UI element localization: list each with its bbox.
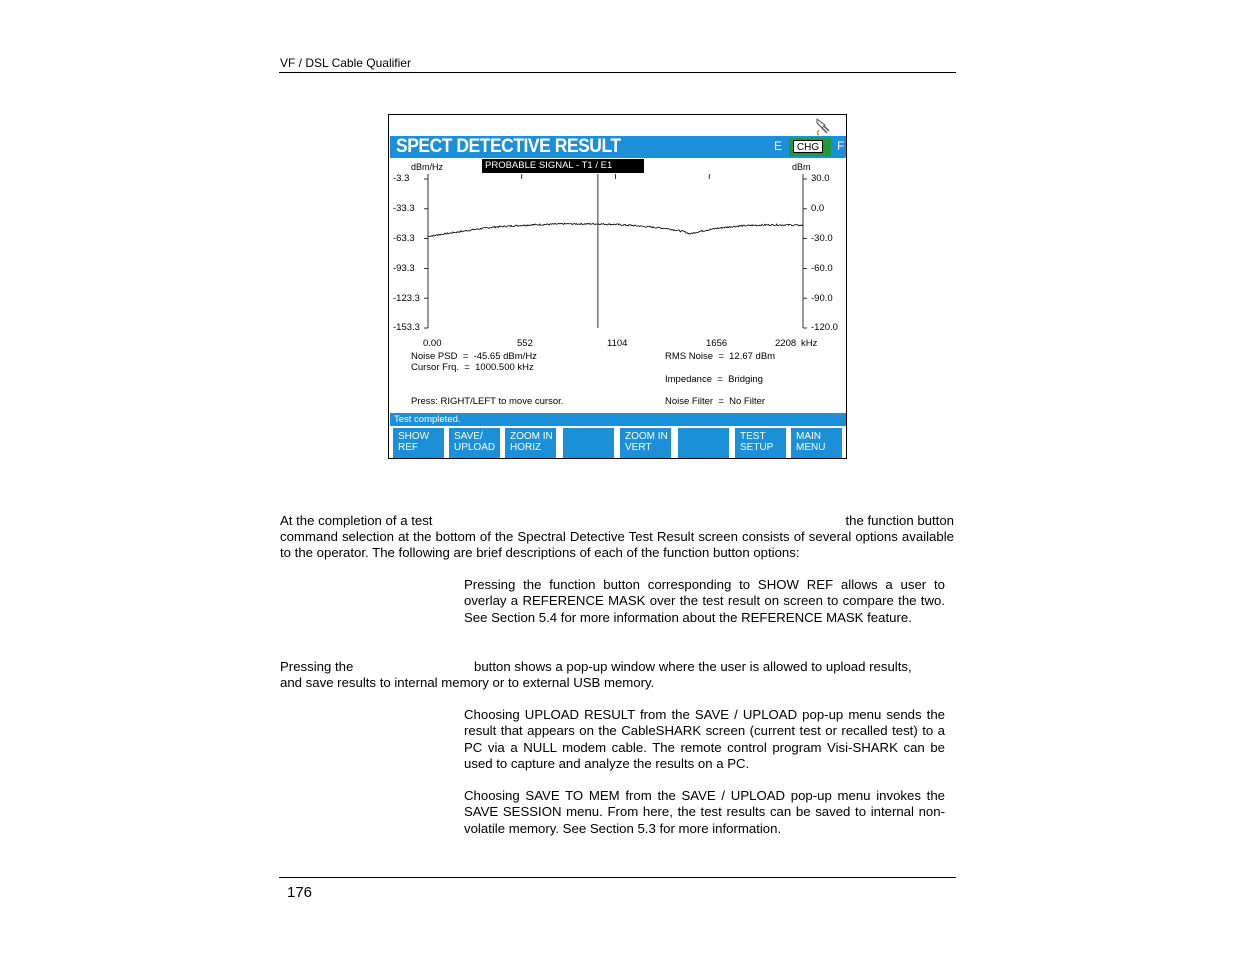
y-right-tick: -90.0 [811,293,833,304]
e-indicator: E [774,139,783,153]
save-to-mem-description: Choosing SAVE TO MEM from the SAVE / UPLOAD pop-up menu invokes the SAVE SESSION menu. From here, the test results can be saved to internal non-volatile memory. See Section 5.3 for more information. [464,788,945,836]
header-rule [279,72,956,73]
chg-label: CHG [793,140,823,153]
y-left-tick: -63.3 [393,233,415,244]
page-number: 176 [287,884,313,901]
test-setup-button[interactable]: TEST SETUP [735,428,786,458]
y-left-tick: -33.3 [393,203,415,214]
y-right-tick: -30.0 [811,233,833,244]
impedance-readout: Impedance = Bridging [665,374,763,385]
y-left-tick: -93.3 [393,263,415,274]
y-right-tick: -120.0 [811,322,838,333]
blank-function-button[interactable] [678,428,729,458]
y-left-tick: -153.3 [393,322,420,333]
right-axis-unit: dBm [792,162,811,172]
upload-result-description: Choosing UPLOAD RESULT from the SAVE / UPLOAD pop-up menu sends the result that appears on the CableSHARK screen (current test or recalled test) to a PC via a NULL modem cable. The remote control program Visi-SHARK can be used to capture and analyze the results on a PC. [464,707,945,771]
noise-trace [428,223,803,237]
instrument-screen [388,114,847,459]
x-tick: 2208 [775,338,797,349]
save-upload-button[interactable]: SAVE/ UPLOAD [449,428,500,458]
paragraph-1-start: At the completion of a test [280,513,433,528]
rms-noise-readout: RMS Noise = 12.67 dBm [665,351,776,362]
blank-function-button[interactable] [563,428,614,458]
y-left-tick: -3.3 [393,173,410,184]
screen-title: SPECT DETECTIVE RESULT [396,136,621,157]
x-tick: 1656 [706,338,728,349]
paragraph-3-start: Pressing the [280,659,354,674]
status-bar: Test completed. [390,413,846,426]
paragraph-3-rest: and save results to internal memory or to external USB memory. [280,675,655,690]
paragraph-1-rest: command selection at the bottom of the Spectral Detective Test Result screen consists of several options available to the operator. The following are brief descriptions of each of the function button options: [280,529,954,561]
x-axis-unit: kHz [801,338,818,349]
noise-psd-readout: Noise PSD = -45.65 dBm/Hz [411,351,537,362]
x-tick: 552 [517,338,533,349]
x-tick: 0.00 [423,338,442,349]
zoom-in-horiz-button[interactable]: ZOOM IN HORIZ [505,428,556,458]
probable-signal-banner: PROBABLE SIGNAL - T1 / E1 [482,159,644,173]
y-right-tick: 30.0 [811,173,830,184]
footer-rule [279,877,956,878]
paragraph-3-mid: button shows a pop-up window where the user is allowed to upload results, [474,659,912,674]
main-menu-button[interactable]: MAIN MENU [791,428,842,458]
zoom-in-vert-button[interactable]: ZOOM IN VERT [620,428,671,458]
noise-filter-readout: Noise Filter = No Filter [665,396,766,407]
y-left-tick: -123.3 [393,293,420,304]
y-right-tick: 0.0 [811,203,825,214]
show-ref-button[interactable]: SHOW REF [393,428,444,458]
left-axis-unit: dBm/Hz [411,162,444,172]
paragraph-1-mid: the function button [845,513,954,528]
show-ref-description: Pressing the function button corresponding to SHOW REF allows a user to overlay a REFERENCE MASK over the test result on screen to compare the two. See Section 5.4 for more information about the REFERENCE MASK feature. [464,577,945,625]
f-indicator: F [837,139,845,153]
cursor-hint: Press: RIGHT/LEFT to move cursor. [411,396,564,407]
y-right-tick: -60.0 [811,263,833,274]
cursor-frq-readout: Cursor Frq. = 1000.500 kHz [411,362,534,373]
running-header: VF / DSL Cable Qualifier [280,56,411,70]
x-tick: 1104 [607,338,628,349]
